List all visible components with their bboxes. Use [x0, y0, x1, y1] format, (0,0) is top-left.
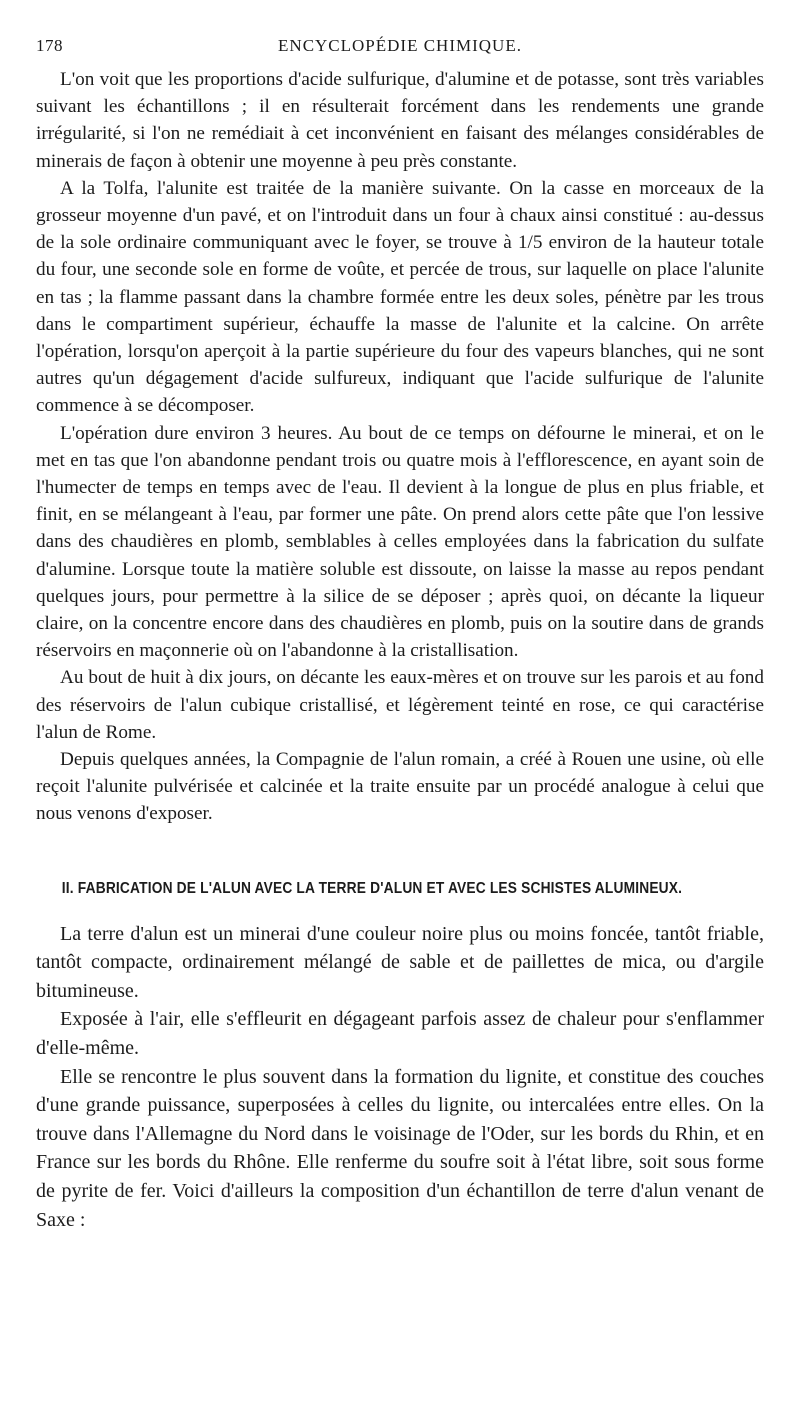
- paragraph: La terre d'alun est un minerai d'une couleur noire plus ou moins foncée, tantôt friable, tantôt compacte, ordinairement mélangé de sable et de paillettes de mica, ou d'argile bitumineuse.: [36, 922, 764, 1002]
- paragraph: Exposée à l'air, elle s'effleurit en dégageant parfois assez de chaleur pour s'enflammer d'elle-même.: [36, 1008, 764, 1060]
- page-number: 178: [36, 36, 63, 55]
- alunite-treatment-text: [36, 66, 764, 828]
- paragraph: A la Tolfa, l'alunite est traitée de la manière suivante. On la casse en morceaux de la grosseur moyenne d'un pavé, et on l'introduit dans un four à chaux ainsi constitué : au-dessus de la sole ordinaire communiquant avec le foyer, se trouve à 1/5 environ de la hauteur totale du four, une seconde sole en forme de voûte, et percée de trous, sur laquelle on place l'alunite en tas ; la flamme passant dans la chambre formée entre les deux soles, pénètre par les trous dans le compartiment supérieur, échauffe la masse de l'alunite et la calcine. On arrête l'opération, lorsqu'on aperçoit à la partie supérieure du four des vapeurs blanches, qui ne sont autres qu'un dégagement d'acide sulfureux, indiquant que l'acide sulfurique de l'alunite commence à se décomposer.: [36, 177, 764, 417]
- running-title: ENCYCLOPÉDIE CHIMIQUE.: [278, 36, 522, 55]
- running-header: [36, 32, 764, 58]
- paragraph: Au bout de huit à dix jours, on décante les eaux-mères et on trouve sur les parois et au fond des réservoirs de l'alun cubique cristallisé, et légèrement teinté en rose, ce qui caractérise l'alun de Rome.: [36, 667, 764, 743]
- book-page: [36, 32, 764, 1234]
- terre-d-alun-text: [36, 920, 764, 1235]
- section-heading: II. FABRICATION DE L'ALUN AVEC LA TERRE D'ALUN ET AVEC LES SCHISTES ALUMINEUX.: [61, 879, 683, 897]
- paragraph: Depuis quelques années, la Compagnie de l'alun romain, a créé à Rouen une usine, où elle reçoit l'alunite pulvérisée et calcinée et la traite ensuite par un procédé analogue à celui que nous venons d'exposer.: [36, 749, 764, 825]
- paragraph: Elle se rencontre le plus souvent dans la formation du lignite, et constitue des couches d'une grande puissance, superposées à celles du lignite, ou intercalées entre elles. On la trouve dans l'Allemagne du Nord dans le voisinage de l'Oder, sur les bords du Rhin, et en France sur les bords du Rhône. Elle renferme du soufre soit à l'état libre, soit sous forme de pyrite de fer. Voici d'ailleurs la composition d'un échantillon de terre d'alun venant de Saxe :: [36, 1065, 764, 1231]
- paragraph: L'on voit que les proportions d'acide sulfurique, d'alumine et de potasse, sont très variables suivant les échantillons ; il en résulterait forcément dans les rendements une grande irrégularité, si l'on ne remédiait à cet inconvénient en faisant des mélanges considérables de minerais de façon à obtenir une moyenne à peu près constante.: [36, 69, 764, 172]
- paragraph: L'opération dure environ 3 heures. Au bout de ce temps on défourne le minerai, et on le met en tas que l'on abandonne pendant trois ou quatre mois à l'efflorescence, en ayant soin de l'humecter de temps en temps avec de l'eau. Il devient à la longue de plus en plus friable, et finit, en se mélangeant à l'eau, par former une pâte. On prend alors cette pâte que l'on lessive dans des chaudières en plomb, semblables à celles employées dans la fabrication du sulfate d'alumine. Lorsque toute la matière soluble est dissoute, on laisse la masse au repos pendant quelques jours, pour permettre à la silice de se déposer ; après quoi, on décante la liqueur claire, on la concentre encore dans des chaudières en plomb, puis on la soutire dans de grands réservoirs en maçonnerie où on l'abandonne à la cristallisation.: [36, 422, 764, 662]
